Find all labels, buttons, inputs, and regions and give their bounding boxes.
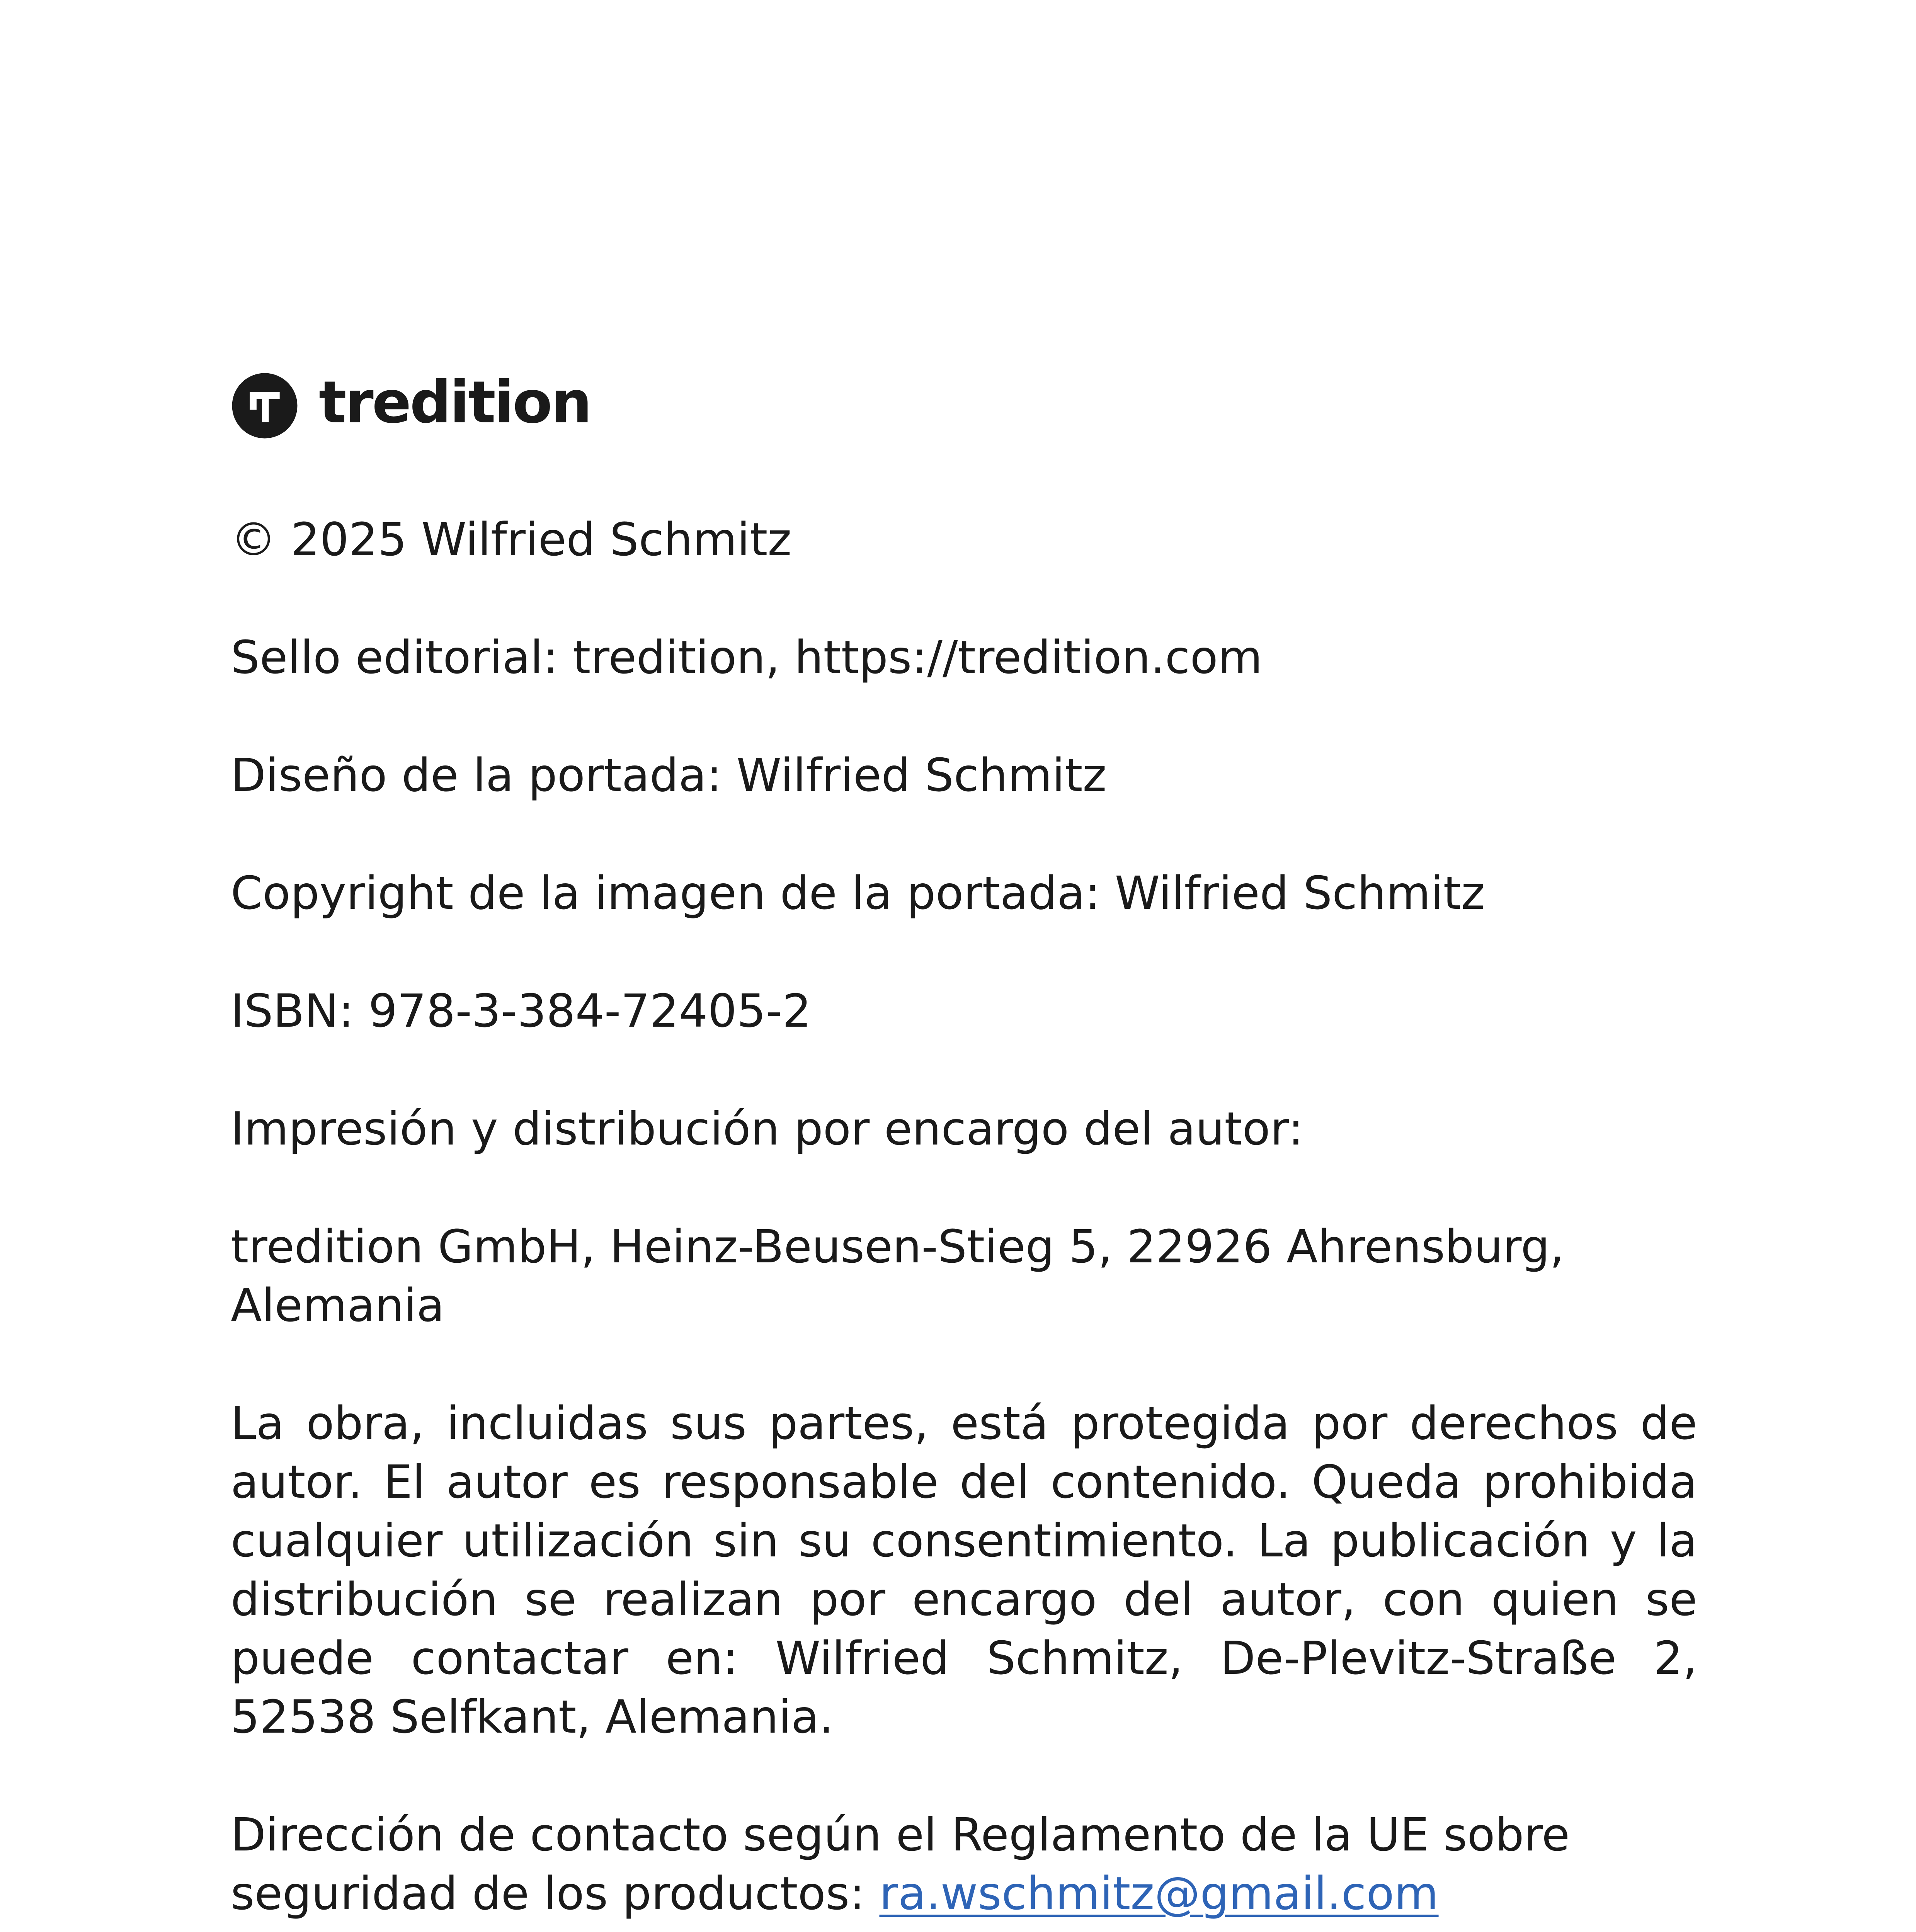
imprint-text: [231, 510, 1697, 1932]
cover-image-copyright-line: Copyright de la imagen de la portada: Wilfried Schmitz: [231, 866, 1485, 920]
imprint-line: Sello editorial: tredition, https://tredition.com: [231, 631, 1263, 684]
contact-text: Dirección de contacto según el Reglamento de la UE sobre seguridad de los productos:: [231, 1808, 1570, 1920]
publisher-address: tredition GmbH, Heinz-Beusen-Stieg 5, 22926 Ahrensburg, Alemania: [231, 1220, 1564, 1332]
logo-wordmark: tredition: [319, 369, 591, 436]
rights-notice: La obra, incluidas sus partes, está protegida por derechos de autor. El autor es responsable del contenido. Queda prohibida cualquier utilización sin su consentimiento. La publicación y la distribución se realizan por encargo del autor, con quien se puede contactar en: Wilfried Schmitz, De-Plevitz-Straße 2, 52538 Selfkant, Alemania.: [231, 1396, 1697, 1743]
copyright-line: © 2025 Wilfried Schmitz: [231, 513, 792, 566]
contact-email-link[interactable]: ra.wschmitz@gmail.com: [879, 1867, 1439, 1920]
tredition-logo: [231, 371, 590, 440]
printing-line: Impresión y distribución por encargo del autor:: [231, 1102, 1304, 1155]
tredition-logo-icon: [231, 372, 299, 440]
cover-design-line: Diseño de la portada: Wilfried Schmitz: [231, 748, 1107, 802]
contact-paragraph: [231, 1805, 1697, 1923]
isbn-line: ISBN: 978-3-384-72405-2: [231, 984, 812, 1037]
